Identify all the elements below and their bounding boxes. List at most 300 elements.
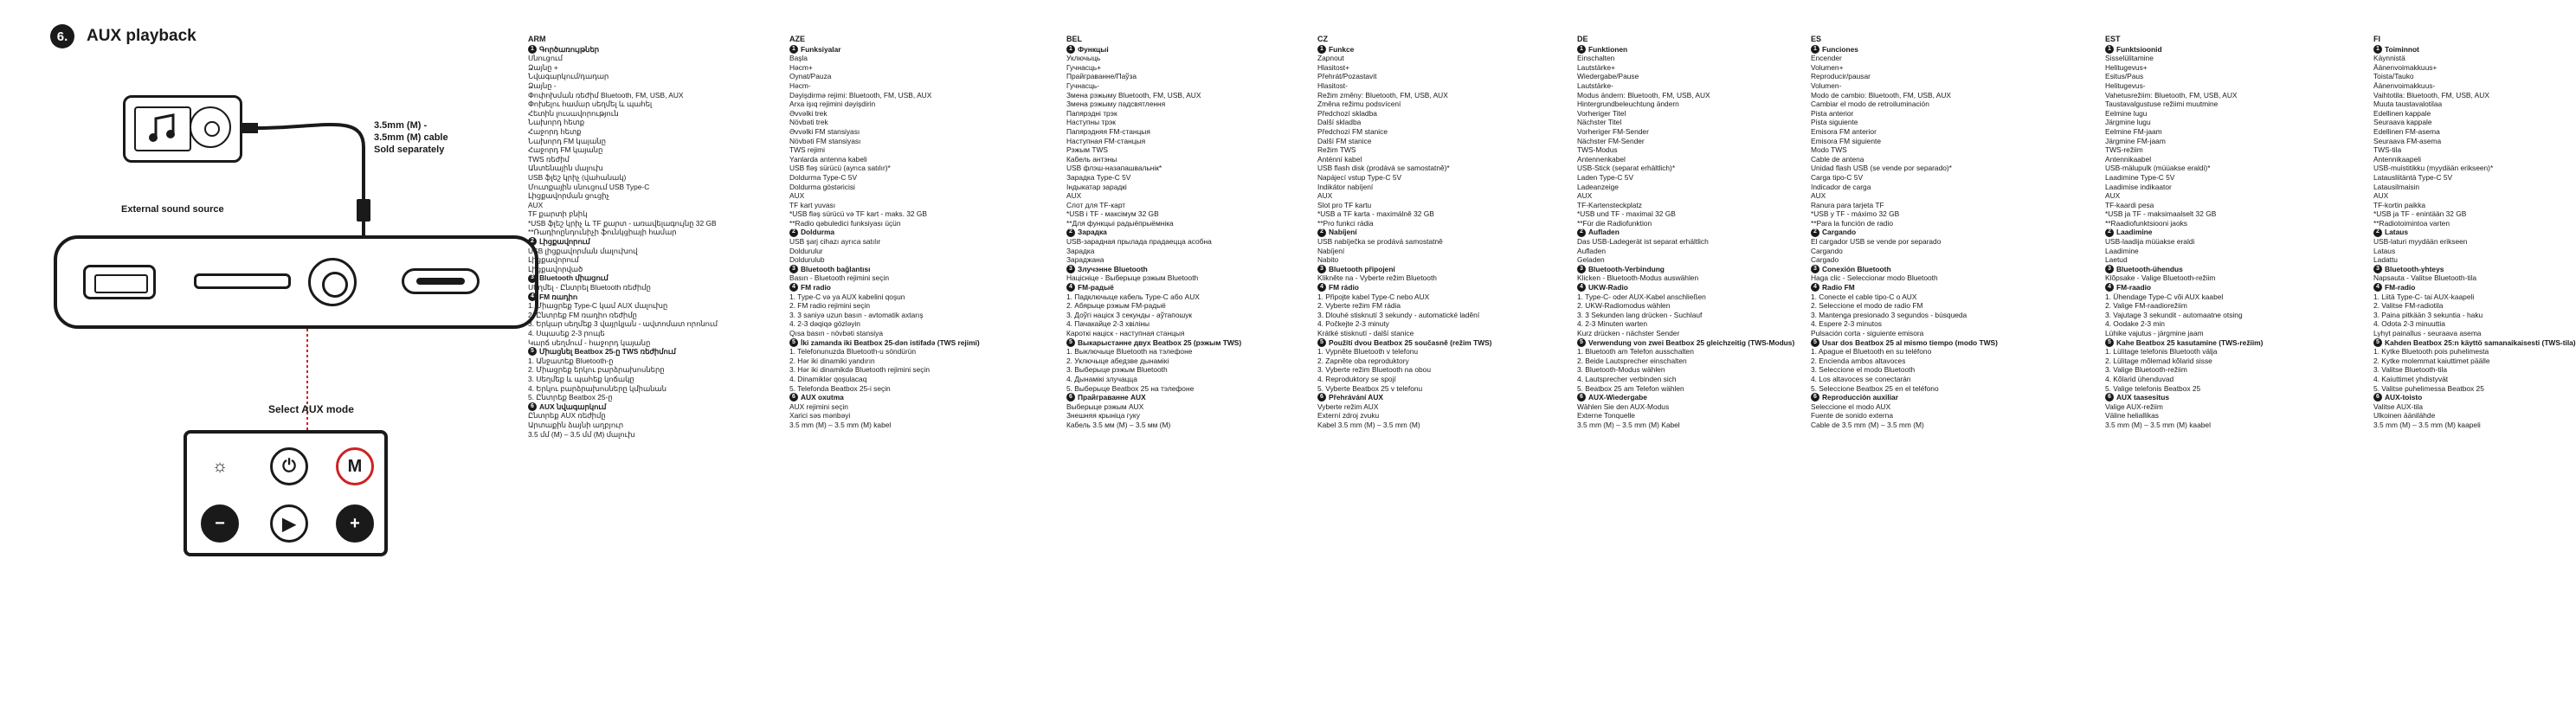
step-heading <box>528 273 753 283</box>
instruction-line: *USB y TF - máximo 32 GB <box>1811 209 1900 219</box>
step-number-badge: 2 <box>528 237 537 246</box>
instruction-line: 3.5 mm (M) – 3.5 mm (M) kaapeli <box>2373 420 2481 429</box>
instruction-line: 2. Beide Lautsprecher einschalten <box>1577 356 1687 365</box>
instruction-line: Geladen <box>1577 255 1605 265</box>
instruction-line: Indikátor nabíjení <box>1317 182 1374 191</box>
instruction-line: Anténní kabel <box>1317 154 1362 164</box>
step-heading <box>1066 45 1291 55</box>
step-heading <box>528 237 753 247</box>
instruction-line: AUX rejimini seçin <box>789 402 848 411</box>
instruction-line: 2. Valitse FM-radiotila <box>2373 301 2444 311</box>
instruction-line: 4. Reproduktory se spojí <box>1317 374 1396 383</box>
step-number-badge: 2 <box>2105 228 2114 237</box>
instruction-line: 2. UKW-Radiomodus wählen <box>1577 301 1671 311</box>
step-heading <box>2105 283 2330 292</box>
step-title: Doldurma <box>801 228 835 237</box>
instruction-line: USB nabíječka se prodává samostatně <box>1317 237 1443 247</box>
instruction-line: Fuente de sonido externa <box>1811 411 1893 421</box>
instruction-line: Nächster Titel <box>1577 118 1622 127</box>
step-title: Злучэнне Bluetooth <box>1078 264 1148 273</box>
instruction-line: AUX <box>2373 191 2389 201</box>
instruction-line: Індыкатар зарадкі <box>1066 182 1127 191</box>
step-title: Прайграванне AUX <box>1078 393 1146 402</box>
language-code: EST <box>2105 35 2121 43</box>
language-column <box>789 35 1014 430</box>
instruction-line: USB-laturi myydään erikseen <box>2373 237 2468 247</box>
instruction-line: AUX <box>1577 191 1593 201</box>
instruction-line: Laadimine <box>2105 246 2139 255</box>
instruction-line: Klikněte na - Vyberte režim Bluetooth <box>1317 273 1437 283</box>
language-code: ES <box>1811 35 1822 43</box>
instruction-line: Ladattu <box>2373 255 2398 265</box>
step-heading <box>528 45 753 55</box>
backlight-icon[interactable]: ☼ <box>201 447 239 485</box>
instruction-line: **Для функцыі радыёпрыёмніка <box>1066 218 1174 228</box>
instruction-line: 3. Valige Bluetooth-režiim <box>2105 365 2187 375</box>
instruction-line: Növbəti trek <box>789 118 828 127</box>
instruction-line: Կարճ սեղմում - հաջորդ կայանը <box>528 337 651 347</box>
instruction-line: Napájecí vstup Type-C 5V <box>1317 172 1402 182</box>
instruction-line: Cargado <box>1811 255 1839 265</box>
instruction-line: Зарадка Type-C 5V <box>1066 172 1131 182</box>
instruction-line: USB-зарадная прылада прадаецца асобна <box>1066 237 1212 247</box>
language-column <box>1317 35 1542 430</box>
instruction-line: 1. Conecte el cable tipo-C o AUX <box>1811 292 1917 301</box>
external-source-label: External sound source <box>121 204 224 215</box>
instruction-line: Väline heliallikas <box>2105 411 2159 421</box>
instruction-line: Doldurma göstəricisi <box>789 182 855 191</box>
instruction-line: 5. Vyberte Beatbox 25 v telefonu <box>1317 383 1423 393</box>
instruction-line: Անտենային մալուխ <box>528 164 603 173</box>
instruction-line: 5. Ընտրեք Beatbox 25-ը <box>528 393 613 402</box>
step-number-badge: 5 <box>1066 338 1075 347</box>
step-number-badge: 3 <box>1577 265 1586 273</box>
instruction-line: Käynnistä <box>2373 54 2405 63</box>
step-number-badge: 1 <box>2373 45 2382 54</box>
instruction-line: Наступная FM-станцыя <box>1066 136 1146 145</box>
step-number-badge: 1 <box>1317 45 1326 54</box>
step-number-badge: 5 <box>789 338 798 347</box>
step-title: Reproducción auxiliar <box>1822 393 1898 402</box>
language-code: ARM <box>528 35 546 43</box>
language-column <box>1811 35 2036 430</box>
instruction-line: **Para la función de radio <box>1811 218 1893 228</box>
step-heading <box>1577 393 1802 402</box>
step-heading <box>1577 338 1802 348</box>
instruction-line: Гучнасць+ <box>1066 62 1102 72</box>
step-number-badge: 3 <box>2105 265 2114 273</box>
instruction-line: Haga clic - Seleccionar modo Bluetooth <box>1811 273 1938 283</box>
step-heading <box>2373 338 2576 348</box>
step-title: Funktsioonid <box>2116 44 2162 54</box>
instruction-line: Valitse AUX-tila <box>2373 402 2424 411</box>
instruction-line: 3. Valitse Bluetooth-tila <box>2373 365 2448 375</box>
instruction-line: Das USB-Ladegerät ist separat erhältlich <box>1577 237 1709 247</box>
instruction-line: Lautstärke+ <box>1577 62 1615 72</box>
instruction-line: Toista/Tauko <box>2373 72 2414 81</box>
instruction-line: Eelmine lugu <box>2105 108 2148 118</box>
instruction-line: Reproducir/pausar <box>1811 72 1871 81</box>
instruction-line: Cable de 3.5 mm (M) – 3.5 mm (M) <box>1811 420 1924 429</box>
step-number-badge: 1 <box>2105 45 2114 54</box>
instruction-line: Նախորդ FM կայանը <box>528 136 606 145</box>
instruction-line: 4. Пачакайце 2-3 хвіліны <box>1066 319 1150 329</box>
instruction-line: TF քարտի բնիկ <box>528 209 588 219</box>
step-title: FM ռադիո <box>539 292 578 301</box>
step-number-badge: 2 <box>1066 228 1075 237</box>
instruction-line: 1. Liitä Type-C- tai AUX-kaapeli <box>2373 292 2475 301</box>
instruction-line: Carga tipo-C 5V <box>1811 172 1864 182</box>
external-player-illustration <box>123 95 242 163</box>
step-heading <box>528 347 753 357</box>
instruction-line: Režim změny: Bluetooth, FM, USB, AUX <box>1317 90 1448 100</box>
step-title: Միացնել Beatbox 25-ը TWS ռեժիմում <box>539 347 676 357</box>
instruction-line: AUX <box>2105 191 2121 201</box>
aux-cable-illustration <box>242 104 381 251</box>
step-heading <box>2105 393 2330 402</box>
step-number-badge: 2 <box>2373 228 2382 237</box>
usb-port[interactable] <box>83 265 156 299</box>
instruction-line: TF-kortin paikka <box>2373 200 2426 209</box>
step-title: Լիցքավորում <box>539 237 590 247</box>
instruction-line: TF-kaardi pesa <box>2105 200 2154 209</box>
step-heading <box>2105 45 2330 55</box>
instruction-line: Qısa basın - növbəti stansiya <box>789 329 883 337</box>
step-number-badge: 6 <box>528 402 537 411</box>
language-column <box>528 35 753 439</box>
instruction-line: 2. Valige FM-raadiorežiim <box>2105 301 2187 311</box>
tf-card-slot[interactable] <box>194 273 291 289</box>
instruction-line: **Für die Radiofunktion <box>1577 218 1652 228</box>
control-panel <box>184 430 388 556</box>
instruction-line: *USB fləş sürücü və TF kart - maks. 32 GB <box>789 209 928 219</box>
step-heading <box>1317 393 1542 402</box>
instruction-line: Vahetusrežiim: Bluetooth, FM, USB, AUX <box>2105 90 2238 100</box>
step-number-badge: 5 <box>1317 338 1326 347</box>
instruction-line: Змена рэжыму падсвятлення <box>1066 100 1166 109</box>
step-number-badge: 6 <box>1811 393 1819 402</box>
instruction-line: Laadimine Type-C 5V <box>2105 172 2175 182</box>
instruction-line: *USB ja TF - maksimaalselt 32 GB <box>2105 209 2217 219</box>
instruction-line: Кабель антэны <box>1066 154 1117 164</box>
instruction-line: Modo de cambio: Bluetooth, FM, USB, AUX <box>1811 90 1951 100</box>
mode-button[interactable]: M <box>336 447 374 485</box>
instruction-line: USB fləş sürücü (ayrıca satılır)* <box>789 164 891 173</box>
instruction-line: Змена рэжыму Bluetooth, FM, USB, AUX <box>1066 90 1201 100</box>
instruction-line: Փոփոխման ռեժիմ Bluetooth, FM, USB, AUX <box>528 90 684 100</box>
instruction-line: Järgmine lugu <box>2105 118 2151 127</box>
step-heading <box>1811 338 2036 348</box>
instruction-line: 3. Paina pitkään 3 sekuntia - haku <box>2373 310 2483 319</box>
step-number-badge: 1 <box>1811 45 1819 54</box>
aux-port[interactable] <box>308 258 357 306</box>
instruction-line: *USB a TF karta - maximálně 32 GB <box>1317 209 1434 219</box>
instruction-line: 3.5 մմ (M) – 3.5 մմ (M) մալուխ <box>528 429 635 439</box>
instruction-line: AUX <box>1811 191 1826 201</box>
step-heading <box>2373 265 2576 274</box>
instruction-line: **Raadiofunktsiooni jaoks <box>2105 218 2187 228</box>
instruction-line: 3. Vyberte režim Bluetooth na obou <box>1317 365 1431 375</box>
instruction-line: Doldurulub <box>789 255 825 265</box>
instruction-line: Modo TWS <box>1811 145 1847 155</box>
instruction-line: TWS-režiim <box>2105 145 2143 155</box>
instruction-line: Pulsación corta - siguiente emisora <box>1811 329 1924 337</box>
play-pause-button[interactable]: ▶ <box>270 504 308 543</box>
instruction-line: Hlasitost- <box>1317 80 1348 90</box>
step-title: AUX-Wiedergabe <box>1588 393 1647 402</box>
instruction-line: TWS-Modus <box>1577 145 1618 155</box>
instruction-line: Dəyişdirmə rejimi: Bluetooth, FM, USB, AUX <box>789 90 932 100</box>
instruction-line: 5. Valige telefonis Beatbox 25 <box>2105 383 2201 393</box>
instruction-line: Encender <box>1811 54 1842 63</box>
instruction-line: Krátké stisknutí - další stanice <box>1317 329 1414 337</box>
step-heading <box>1317 45 1542 55</box>
instruction-line: Laadimise indikaator <box>2105 182 2172 191</box>
instruction-line: Lyhyt painallus - seuraava asema <box>2373 329 2482 337</box>
instruction-line: 1. Bluetooth am Telefon ausschalten <box>1577 347 1694 357</box>
instruction-line: Předchozí skladba <box>1317 108 1377 118</box>
instruction-line: Modus ändern: Bluetooth, FM, USB, AUX <box>1577 90 1710 100</box>
instruction-line: 3. Доўгі націск 3 секунды - аўтапошук <box>1066 310 1193 319</box>
step-title: Funktionen <box>1588 44 1628 54</box>
instruction-line: Սնուցում <box>528 54 563 63</box>
instruction-line: Přehrát/Pozastavit <box>1317 72 1377 81</box>
step-number-badge: 1 <box>528 45 537 54</box>
instruction-line: 4. Oodake 2-3 min <box>2105 319 2165 329</box>
step-title: AUX taasesitus <box>2116 393 2169 402</box>
instruction-line: USB-mälupulk (müüakse eraldi)* <box>2105 164 2211 173</box>
step-heading <box>789 228 1014 237</box>
instruction-line: Helitugevus- <box>2105 80 2146 90</box>
instruction-line: 1. Telefonunuzda Bluetooth-u söndürün <box>789 347 917 357</box>
step-heading <box>2105 338 2330 348</box>
step-heading <box>1066 265 1291 274</box>
instruction-line: USB şarj cihazı ayrıca satılır <box>789 237 881 247</box>
step-number-badge: 4 <box>2105 283 2114 292</box>
instruction-line: USB-muistitikku (myydään erikseen)* <box>2373 164 2494 173</box>
instruction-line: USB լիցքավորման մալուխով <box>528 246 638 255</box>
step-number-badge: 1 <box>1577 45 1586 54</box>
instruction-line: Kabel 3.5 mm (M) – 3.5 mm (M) <box>1317 420 1420 429</box>
step-heading <box>789 338 1014 348</box>
instruction-line: 3.5 mm (M) – 3.5 mm (M) Kabel <box>1577 420 1680 429</box>
step-heading <box>528 292 753 302</box>
step-heading <box>789 45 1014 55</box>
instruction-line: AUX <box>789 191 805 201</box>
instruction-line: 3. 3 saniyə uzun basın - avtomatik axtarış <box>789 310 924 319</box>
instruction-line: *USB ja TF - enintään 32 GB <box>2373 209 2467 219</box>
select-aux-mode-label: Select AUX mode <box>268 403 354 415</box>
step-number-badge: 4 <box>789 283 798 292</box>
instruction-line: Emisora FM siguiente <box>1811 136 1881 145</box>
instruction-line: Seuraava FM-asema <box>2373 136 2442 145</box>
instruction-line: 2. Zapněte oba reproduktory <box>1317 356 1409 365</box>
step-heading <box>1577 283 1802 292</box>
step-title: UKW-Radio <box>1588 283 1628 292</box>
step-title: Функцыі <box>1078 44 1109 54</box>
cable-label: 3.5mm (M) - 3.5mm (M) cable Sold separately <box>374 120 448 155</box>
instruction-line: Aufladen <box>1577 246 1607 255</box>
volume-up-button[interactable]: + <box>336 504 374 543</box>
instruction-line: Ձայնը + <box>528 62 558 72</box>
step-title: Lataus <box>2385 228 2408 237</box>
step-heading <box>1066 228 1291 237</box>
step-heading <box>2373 45 2576 55</box>
instruction-line: Նվագարկում/դադար <box>528 72 609 81</box>
instruction-line: 3. 3 Sekunden lang drücken - Suchlauf <box>1577 310 1703 319</box>
instruction-line: TWS-tila <box>2373 145 2402 155</box>
instruction-line: Həcm- <box>789 80 811 90</box>
instruction-line: Laden Type-C 5V <box>1577 172 1634 182</box>
instruction-line: Taustavalgustuse režiimi muutmine <box>2105 100 2219 109</box>
instruction-line: Seleccione el modo AUX <box>1811 402 1891 411</box>
instruction-line: Լիցքավորում <box>528 255 579 265</box>
step-number-badge: 3 <box>528 274 537 283</box>
instruction-line: 1. Type-C- oder AUX-Kabel anschließen <box>1577 292 1706 301</box>
instruction-line: Xarici səs mənbəyi <box>789 411 851 421</box>
step-title: FM radio <box>801 283 831 292</box>
step-title: Verwendung von zwei Beatbox 25 gleichzeitig (TWS-Modus) <box>1588 337 1795 347</box>
instruction-line: Փոխելու համար սեղմել և պահել <box>528 100 653 109</box>
language-code: DE <box>1577 35 1588 43</box>
step-number-badge: 1 <box>789 45 798 54</box>
instruction-line: Helitugevus+ <box>2105 62 2148 72</box>
instruction-line: 2. Encienda ambos altavoces <box>1811 356 1906 365</box>
step-number-badge: 5 <box>2105 338 2114 347</box>
step-number-badge: 2 <box>1811 228 1819 237</box>
step-number-badge: 6 <box>2105 393 2114 402</box>
instruction-line: Wiedergabe/Pause <box>1577 72 1639 81</box>
instruction-line: Antennikaabel <box>2105 154 2152 164</box>
step-heading <box>1577 45 1802 55</box>
step-heading <box>1066 338 1291 348</box>
instruction-line: Слот для TF-карт <box>1066 200 1126 209</box>
step-number-badge: 2 <box>789 228 798 237</box>
instruction-line: Volumen- <box>1811 80 1842 90</box>
step-title: Usar dos Beatbox 25 al mismo tiempo (modo TWS) <box>1822 337 1998 347</box>
instruction-line: Napsauta - Valitse Bluetooth-tila <box>2373 273 2477 283</box>
instruction-line: Зарадка <box>1066 246 1095 255</box>
instruction-line: *USB ֆլեշ կրիչ և TF քարտ - առավելագույնը 32 GB <box>528 218 717 228</box>
instruction-line: 1. Vypněte Bluetooth v telefonu <box>1317 347 1419 357</box>
step-heading <box>1811 283 2036 292</box>
step-title: FM rádio <box>1329 283 1359 292</box>
instruction-line: 3.5 mm (M) – 3.5 mm (M) kabel <box>789 420 892 429</box>
step-heading <box>528 402 753 412</box>
instruction-line: 1. Lülitage telefonis Bluetooth välja <box>2105 347 2218 357</box>
instruction-line: Antennenkabel <box>1577 154 1626 164</box>
instruction-line: 2. Vyberte režim FM rádia <box>1317 301 1401 311</box>
step-heading <box>1811 265 2036 274</box>
instruction-line: 1. Apague el Bluetooth en su teléfono <box>1811 347 1932 357</box>
instruction-line: 3. Սեղմեք և պահեք կոճակը <box>528 374 634 383</box>
instruction-line: Yanlarda antenna kabeli <box>789 154 867 164</box>
instruction-line: 5. Telefonda Beatbox 25-i seçin <box>789 383 891 393</box>
instruction-line: 1. Выключыце Bluetooth на тэлефоне <box>1066 347 1193 357</box>
instruction-line: Ընտրեք AUX ռեժիմը <box>528 411 606 421</box>
type-c-port[interactable] <box>402 268 480 294</box>
language-column <box>2105 35 2330 430</box>
step-heading <box>1577 228 1802 237</box>
instruction-line: 2. Абярыце рэжым FM-радыё <box>1066 301 1166 311</box>
step-number-badge: 3 <box>1317 265 1326 273</box>
step-number-badge: 3 <box>789 265 798 273</box>
instruction-line: Ulkoinen äänilähde <box>2373 411 2436 421</box>
language-code: BEL <box>1066 35 1082 43</box>
instruction-line: Nabíjení <box>1317 246 1345 255</box>
instruction-line: Externí zdroj zvuku <box>1317 411 1380 421</box>
instruction-line: Sisselülitamine <box>2105 54 2154 63</box>
instruction-line: Nabito <box>1317 255 1339 265</box>
instruction-line: 4. Los altavoces se conectarán <box>1811 374 1911 383</box>
volume-down-button[interactable]: − <box>201 504 239 543</box>
instruction-line: Արտաքին ձայնի աղբյուր <box>528 420 624 429</box>
instruction-line: Սեղմել - Ընտրել Bluetooth ռեժիմը <box>528 283 651 292</box>
section-title: AUX playback <box>87 27 196 45</box>
instruction-line: Başla <box>789 54 808 63</box>
instruction-line: Vaihtotila: Bluetooth, FM, USB, AUX <box>2373 90 2489 100</box>
step-heading <box>1811 228 2036 237</box>
step-title: Toiminnot <box>2385 44 2419 54</box>
instruction-line: TWS rejimi <box>789 145 825 155</box>
instruction-line: 3. Seleccione el modo Bluetooth <box>1811 365 1916 375</box>
step-number-badge: 6 <box>1317 393 1326 402</box>
instruction-line: Einschalten <box>1577 54 1615 63</box>
step-number-badge: 4 <box>2373 283 2382 292</box>
language-code: AZE <box>789 35 805 43</box>
instruction-line: Volumen+ <box>1811 62 1844 72</box>
step-heading <box>1317 338 1542 348</box>
step-title: Conexión Bluetooth <box>1822 264 1891 273</box>
instruction-line: Emisora FM anterior <box>1811 126 1877 136</box>
instruction-line: *USB und TF - maximal 32 GB <box>1577 209 1676 219</box>
instruction-line: 1. Միացրեք Type-C կամ AUX մալուխը <box>528 301 668 311</box>
instruction-line: Հաջորդ FM կայանը <box>528 145 603 155</box>
step-heading <box>789 283 1014 292</box>
step-number-badge: 4 <box>528 292 537 301</box>
instruction-line: Vorheriger FM-Sender <box>1577 126 1649 136</box>
step-number-badge: 1 <box>1066 45 1075 54</box>
instruction-line: Lühike vajutus - järgmine jaam <box>2105 329 2204 337</box>
step-title: AUX-toisto <box>2385 393 2423 402</box>
instruction-line: 2. Уключыце абедзве дынамікі <box>1066 356 1169 365</box>
instruction-line: Další skladba <box>1317 118 1362 127</box>
instruction-line: 2. Lülitage mõlemad kõlarid sisse <box>2105 356 2212 365</box>
instruction-line: 4. Počkejte 2-3 minuty <box>1317 319 1389 329</box>
instruction-line: Папярэдні трэк <box>1066 108 1117 118</box>
instruction-line: USB-Stick (separat erhältlich)* <box>1577 164 1676 173</box>
step-number-badge: 2 <box>1577 228 1586 237</box>
step-title: Bluetooth-ühendus <box>2116 264 2183 273</box>
step-heading <box>1066 393 1291 402</box>
power-button[interactable]: ⏻ <box>270 447 308 485</box>
instruction-line: Ձայնը - <box>528 80 557 90</box>
instruction-line: Muuta taustavalotilaa <box>2373 100 2443 109</box>
instruction-line: 4. 2-3 dəqiqə gözləyin <box>789 319 860 329</box>
step-number-badge: 5 <box>1811 338 1819 347</box>
instruction-line: Klicken - Bluetooth-Modus auswählen <box>1577 273 1699 283</box>
instruction-line: Lautstärke- <box>1577 80 1613 90</box>
step-heading <box>1066 283 1291 292</box>
step-title: Bluetooth-yhteys <box>2385 264 2444 273</box>
step-title: Aufladen <box>1588 228 1620 237</box>
instruction-line: 2. Seleccione el modo de radio FM <box>1811 301 1923 311</box>
step-number-badge: 5 <box>1577 338 1586 347</box>
step-heading <box>2105 228 2330 237</box>
instruction-line: Externe Tonquelle <box>1577 411 1635 421</box>
instruction-line: 5. Выберыце Beatbox 25 на тэлефоне <box>1066 383 1195 393</box>
instruction-line: Režim TWS <box>1317 145 1356 155</box>
